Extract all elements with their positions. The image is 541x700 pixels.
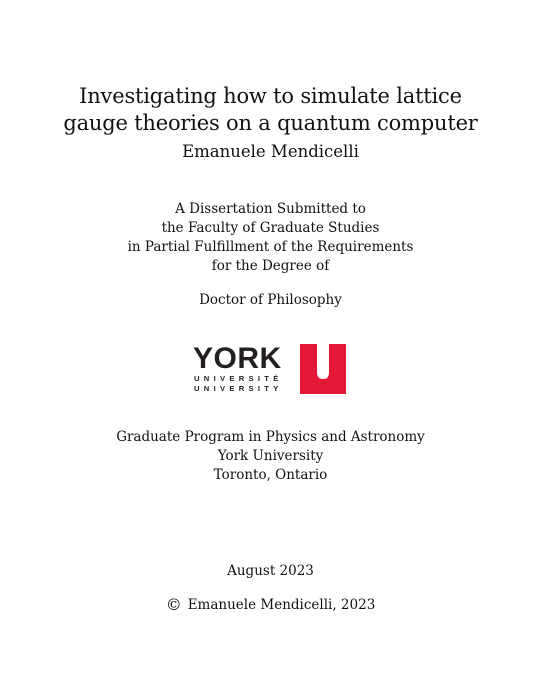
logo-subtitle-english: UNIVERSITY <box>194 384 283 393</box>
degree-name: Doctor of Philosophy <box>199 292 342 308</box>
copyright-text: Emanuele Mendicelli, 2023 <box>187 597 376 613</box>
author-name: Emanuele Mendicelli <box>182 142 359 161</box>
logo-subtitle-french: UNIVERSITÉ <box>194 374 283 383</box>
logo-wordmark: YORK <box>193 342 282 375</box>
york-university-logo <box>192 341 352 395</box>
submission-line-4: for the Degree of <box>211 258 330 274</box>
program-affiliation <box>0 428 541 485</box>
program-line-2: York University <box>217 448 324 464</box>
program-line-1: Graduate Program in Physics and Astronomy <box>116 429 425 445</box>
submission-line-2: the Faculty of Graduate Studies <box>161 220 380 236</box>
submission-line-3: in Partial Fulfillment of the Requirements <box>127 239 414 255</box>
title-line-2: gauge theories on a quantum computer <box>63 111 478 135</box>
copyright-notice <box>0 595 541 615</box>
submission-statement <box>0 200 541 276</box>
title-line-1: Investigating how to simulate lattice <box>79 84 462 108</box>
copyright-icon: © <box>165 595 182 614</box>
dissertation-title <box>0 83 541 137</box>
program-line-3: Toronto, Ontario <box>213 467 328 483</box>
submission-line-1: A Dissertation Submitted to <box>175 201 366 217</box>
submission-date: August 2023 <box>227 563 314 579</box>
